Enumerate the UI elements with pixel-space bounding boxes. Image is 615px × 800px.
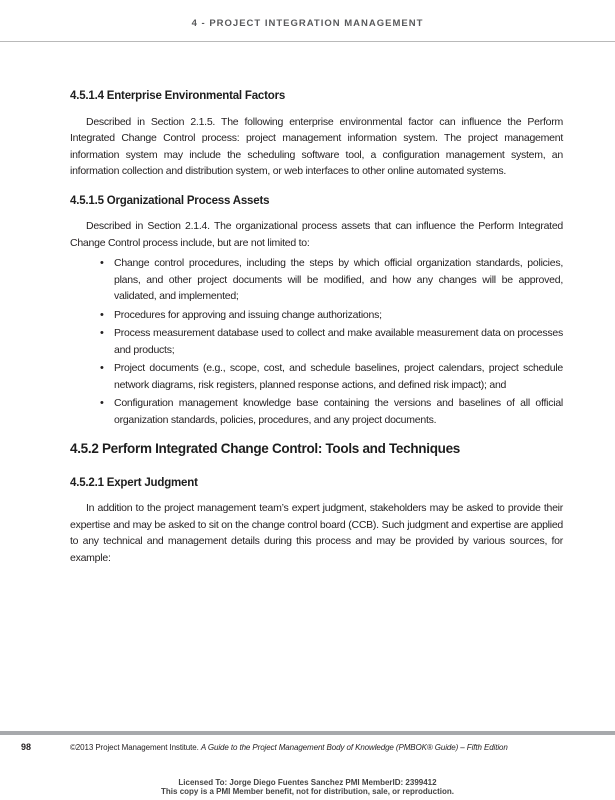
- list-item: • Project documents (e.g., scope, cost, and schedule baselines, project calendars, project schedule network diagrams, risk registers, planned response actions, and defined risk impact); and: [114, 360, 563, 393]
- running-header-title: 4 - PROJECT INTEGRATION MANAGEMENT: [191, 18, 424, 29]
- process-assets-list: [70, 255, 563, 428]
- paragraph-enterprise-factors: Described in Section 2.1.5. The following enterprise environmental factor can influence the Perform Integrated Change Control process: project management information system. The project management information system may include the scheduling software tool, a configuration management system, an information collection and distribution system, or web interfaces to other online automated systems.: [70, 115, 563, 177]
- list-item: • Configuration management knowledge base containing the versions and baselines of all official organization standards, policies, procedures, and any project documents.: [114, 395, 563, 428]
- footer-divider: [0, 731, 615, 735]
- license-line-2: This copy is a PMI Member benefit, not for distribution, sale, or reproduction.: [161, 787, 454, 796]
- list-item: • Procedures for approving and issuing change authorizations;: [114, 307, 563, 324]
- heading-4-5-1-5: 4.5.1.5 Organizational Process Assets: [70, 194, 270, 207]
- list-item: • Process measurement database used to collect and make available measurement data on processes and products;: [114, 325, 563, 358]
- paragraph-process-assets: Described in Section 2.1.4. The organizational process assets that can influence the Perform Integrated Change Control process include, but are not limited to:: [70, 220, 563, 249]
- copyright-line: [70, 743, 508, 752]
- page-header: [0, 0, 615, 42]
- book-title: A Guide to the Project Management Body of Knowledge (PMBOK® Guide) – Fifth Edition: [200, 743, 508, 752]
- list-item: • Change control procedures, including the steps by which official organization standards, policies, plans, and other project documents will be modified, and how any changes will be approved, validated, and implemented;: [114, 255, 563, 305]
- license-notice: [0, 778, 615, 796]
- heading-4-5-1-4: 4.5.1.4 Enterprise Environmental Factors: [70, 90, 286, 102]
- copyright-prefix: ©2013 Project Management Institute.: [70, 743, 201, 752]
- paragraph-expert-judgment: In addition to the project management team’s expert judgment, stakeholders may be asked to provide their expertise and may be asked to sit on the change control board (CCB). Such judgment and expertise are applied to any technical and management details during this process and may be provided by various sources, for example:: [70, 502, 563, 564]
- license-line-1: Licensed To: Jorge Diego Fuentes Sanchez PMI MemberID: 2399412: [178, 778, 437, 787]
- page-content: [70, 88, 563, 566]
- page-number: 98: [21, 742, 32, 752]
- heading-4-5-2: 4.5.2 Perform Integrated Change Control: Tools and Techniques: [70, 441, 461, 456]
- heading-4-5-2-1: 4.5.2.1 Expert Judgment: [70, 476, 198, 489]
